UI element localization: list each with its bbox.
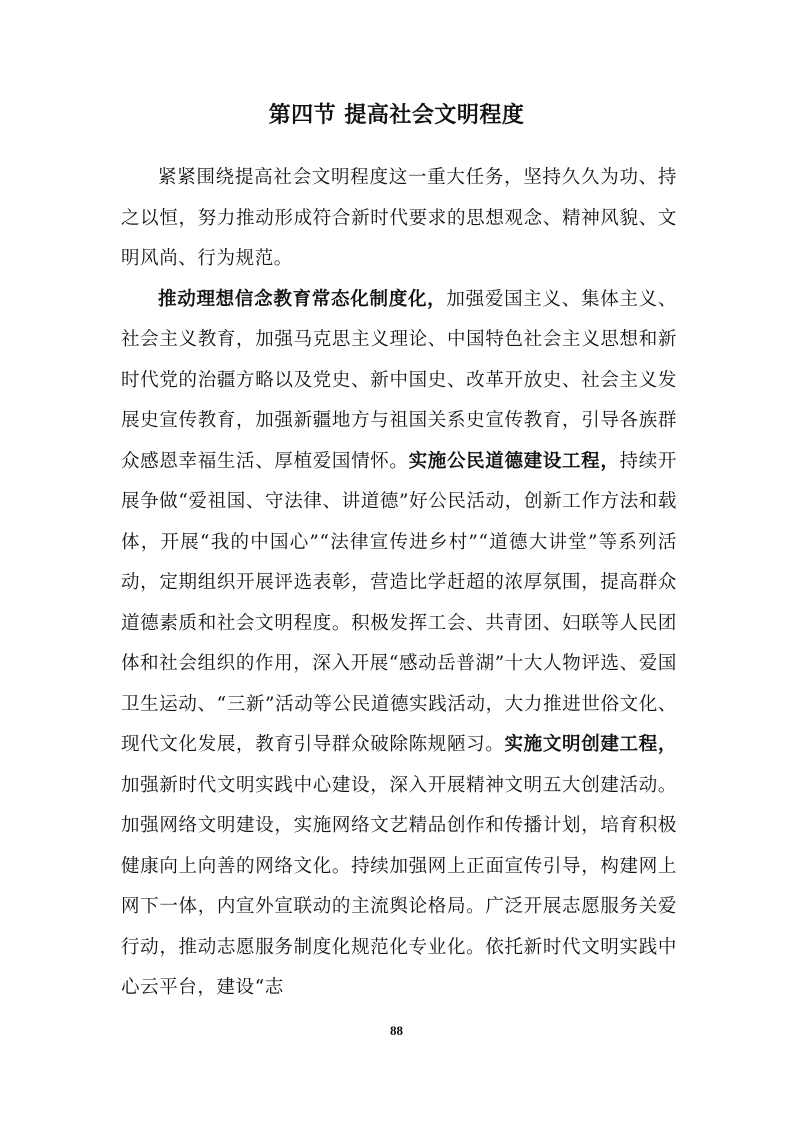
heading-civilization-creation: 实施文明创建工程， — [504, 734, 677, 755]
page-number: 88 — [390, 1023, 403, 1038]
document-body — [121, 158, 677, 1009]
section-title: 第四节 提高社会文明程度 — [268, 103, 525, 128]
intro-paragraph: 紧紧围绕提高社会文明程度这一重大任务，坚持久久为功、持之以恒，努力推动形成符合新时代要求的思想观念、精神风貌、文明风尚、行为规范。 — [121, 167, 677, 269]
text-ideals-education: 加强爱国主义、集体主义、社会主义教育，加强马克思主义理论、中国特色社会主义思想和新时代党的治疆方略以及党史、新中国史、改革开放史、社会主义发展史宣传教育，加强新疆地方与祖国关系史宣传教育，引导各族群众感恩幸福生活、厚植爱国情怀。 — [121, 288, 677, 472]
main-paragraph — [121, 280, 677, 1009]
heading-civic-morality: 实施公民道德建设工程， — [408, 450, 620, 472]
text-civilization-creation: 加强新时代文明实践中心建设，深入开展精神文明五大创建活动。加强网络文明建设，实施网络文艺精品创作和传播计划，培育积极健康向上向善的网络文化。持续加强网上正面宣传引导，构建网上网下一体，内宣外宣联动的主流舆论格局。广泛开展志愿服务关爱行动，推动志愿服务制度化规范化专业化。依托新时代文明实践中心云平台，建设“志 — [121, 774, 677, 998]
heading-ideals-education: 推动理想信念教育常态化制度化， — [158, 288, 447, 310]
text-civic-morality: 持续开展争做“爱祖国、守法律、讲道德”好公民活动，创新工作方法和载体，开展“我的中国心”“法律宣传进乡村”“道德大讲堂”等系列活动，定期组织开展评选表彰，营造比学赶超的浓厚氛围，提高群众道德素质和社会文明程度。积极发挥工会、共青团、妇联等人民团体和社会组织的作用，深入开展“感动岳普湖”十大人物评选、爱国卫生运动、“三新”活动等公民道德实践活动，大力推进世俗文化、现代文化发展，教育引导群众破除陈规陋习。 — [121, 450, 677, 755]
